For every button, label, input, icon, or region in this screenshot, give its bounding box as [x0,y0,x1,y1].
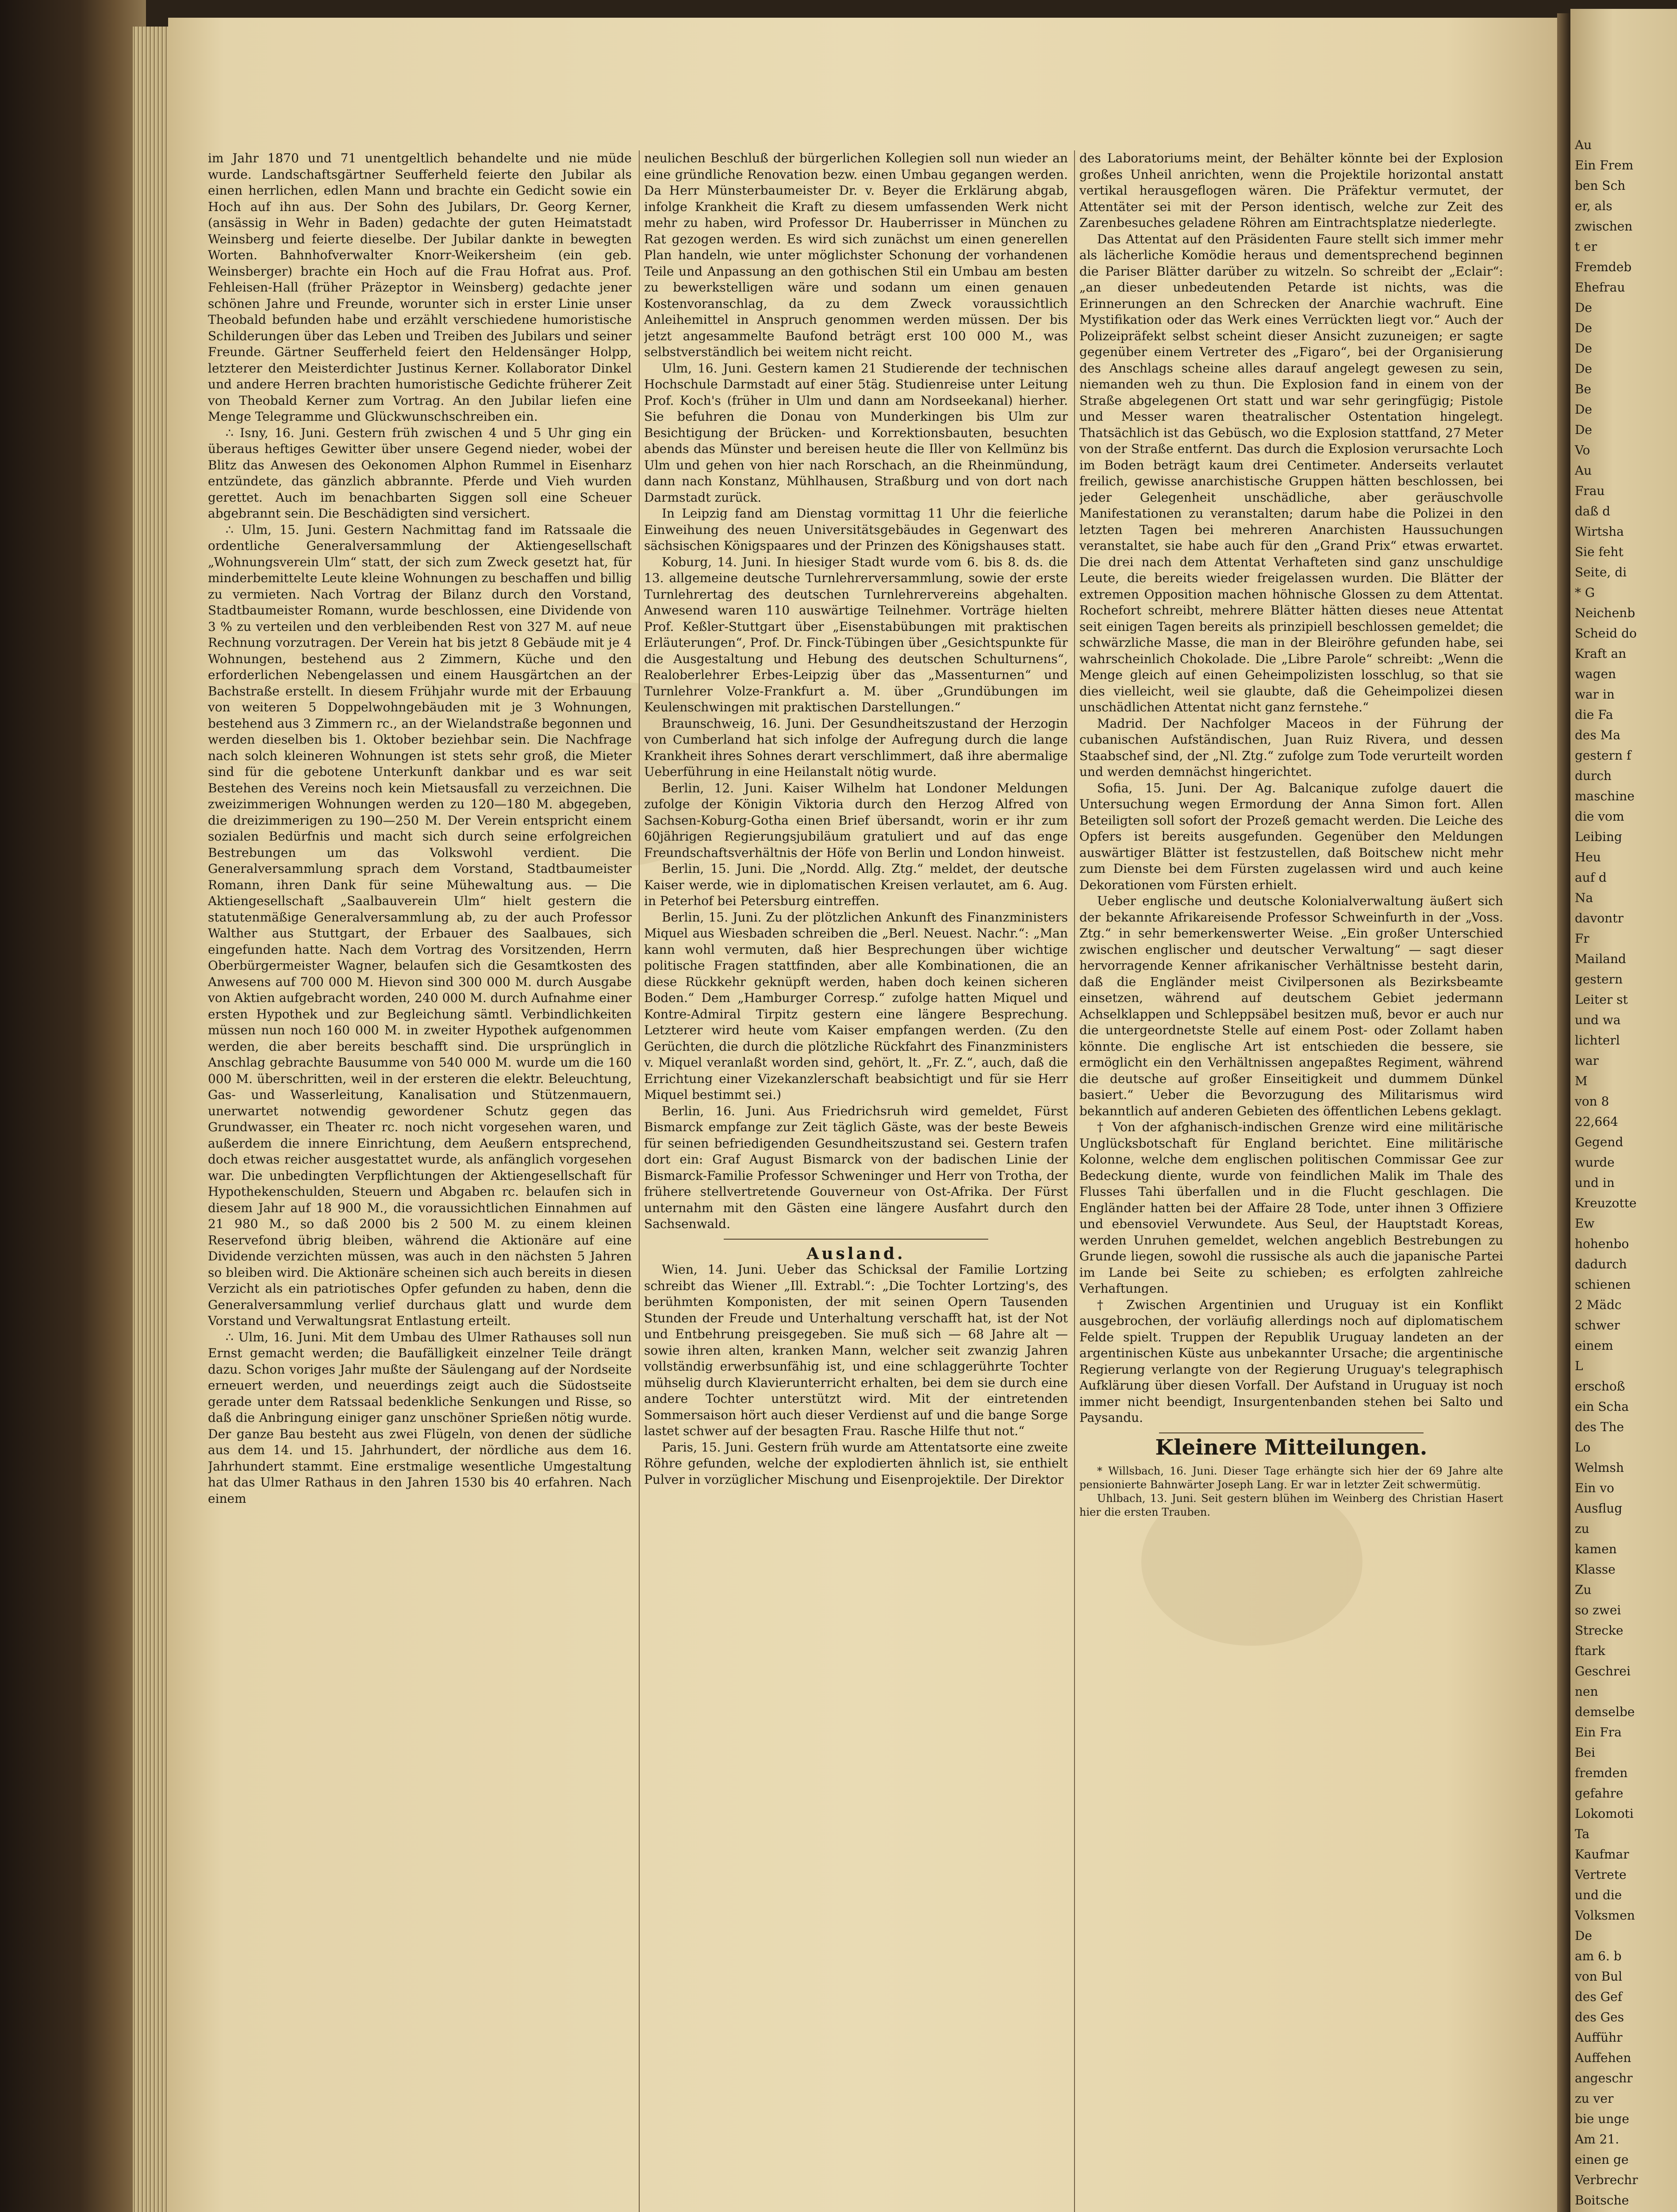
facing-page-text-fragment: De [1575,1928,1593,1943]
column-3 [1079,150,1503,2212]
facing-page-text-fragment: Bei [1575,1745,1596,1760]
article-paragraph: ∴ Isny, 16. Juni. Gestern früh zwischen 4 und 5 Uhr ging ein überaus heftiges Gewitter über unsere Gegend nieder, wobei der Blitz das Anwesen des Oekonomen Alphon Rummel in Eisenharz entzündete, das gänzlich abbrannte. Pferde und Vieh wurden gerettet. Auch im benachbarten Siggen soll eine Scheuer abgebrannt sein. Die Beschädigten sind versichert. [208,425,632,521]
facing-page-text-fragment: maschine [1575,789,1635,803]
facing-page-text-fragment: Fr [1575,931,1589,946]
article-paragraph: Berlin, 15. Juni. Zu der plötzlichen Ankunft des Finanzministers Miquel aus Wiesbaden schreiben die „Berl. Neuest. Nachr.“: „Man kann wohl vermuten, daß hier Besprechungen über wichtige politische Fragen stattfinden, aber alle Kombinationen, die an diese Rückkehr geknüpft werden, haben doch keinen sicheren Boden.“ Dem „Hamburger Corresp.“ zufolge hatten Miquel und Kontre-Admiral Tirpitz gestern eine längere Besprechung. Letzterer wird heute vom Kaiser empfangen werden. (Zu den Gerüchten, die durch die plötzliche Rückfahrt des Finanzministers v. Miquel veranlaßt worden sind, gehört, lt. „Fr. Z.“, auch, daß die Errichtung einer Vizekanzlerschaft beabsichtigt und für sie Herr Miquel bestimmt sei.) [644,910,1068,1102]
article-paragraph: Paris, 15. Juni. Gestern früh wurde am Attentatsorte eine zweite Röhre gefunden, welche der explodierten ähnlich ist, sie enthielt Pulver in vorzüglicher Mischung und Eisenprojektile. Der Direktor [644,1440,1068,1487]
article-paragraph: ∴ Ulm, 15. Juni. Gestern Nachmittag fand im Ratssaale die ordentliche Generalversammlung der Aktiengesellschaft „Wohnungsverein Ulm“ statt, der sich zum Zweck gesetzt hat, für minderbemittelte Leute kleine Wohnungen zu beschaffen und billig zu vermieten. Nach Vortrag der Bilanz durch den Vorstand, Stadtbaumeister Romann, wurde beschlossen, eine Dividende von 3 % zu verteilen und den verbleibenden Rest von 327 M. auf neue Rechnung vorzutragen. Der Verein hat bis jetzt 8 Gebäude mit je 4 Wohnungen, bestehend aus 2 Zimmern, Küche und den erforderlichen Nebengelassen und einem Hausgärtchen an der Bachstraße erstellt. In diesem Frühjahr wurde mit der Erbauung von weiteren 5 Doppelwohngebäuden mit je 3 Wohnungen, bestehend aus 3 Zimmern rc., an der Wielandstraße begonnen und werden dieselben bis 1. Oktober beziehbar sein. Die Nachfrage nach solch kleineren Wohnungen ist stets sehr groß, die Mieter sind für die gebotene Unterkunft dankbar und es war seit Bestehen des Vereins noch kein Mietsausfall zu verzeichnen. Die zweizimmerigen Wohnungen werden zu 120—180 M. abgegeben, die dreizimmerigen zu 190—250 M. Der Verein entspricht einem sozialen Bedürfnis und macht sich durch seine erfolgreichen Bestrebungen um das Volkswohl verdient. Die Generalversammlung sprach dem Vorstand, Stadtbaumeister Romann, ihren Dank für seine Mühewaltung aus. — Die Aktiengesellschaft „Saalbauverein Ulm“ hielt gestern die statutenmäßige Generalversammlung ab, zu der auch Professor Walther aus Stuttgart, der Erbauer des Saalbaues, sich eingefunden hatte. Nach dem Vortrag des Vorsitzenden, Herrn Oberbürgermeister Wagner, belaufen sich die Gesamtkosten des Anwesens auf 700 000 M. Hievon sind 300 000 M. durch Ausgabe von Aktien aufgebracht worden, 240 000 M. durch Aufnahme einer ersten Hypothek und zur Begleichung sämtl. Verbindlichkeiten müssen nun noch 160 000 M. in zweiter Hypothek aufgenommen werden, die aber bereits beschafft sind. Die ursprünglich in Anschlag gebrachte Bausumme von 540 000 M. wurde um die 160 000 M. überschritten, weil in der ersteren die elektr. Beleuchtung, Gas- und Wasserleitung, Kanalisation und Stützenmauern, unerwartet notwendig gewordener Schutz gegen das Grundwasser, ein Theater rc. noch nicht vorgesehen waren, und außerdem die innere Einrichtung, dem Aeußern entsprechend, doch etwas reicher ausgestattet wurde, als anfänglich vorgesehen war. Die unbedingten Verpflichtungen der Aktiengesellschaft für Hypothekenschulden, Steuern und Abgaben rc. belaufen sich in diesem Jahr auf 18 900 M., die voraussichtlichen Einnahmen auf 21 980 M., so daß 2000 bis 2 500 M. zu einem kleinen Reservefond übrig bleiben, während die Aktionäre auf eine Dividende verzichten müssen, was auch in den nächsten 5 Jahren so bleiben wird. Die Aktionäre scheinen sich auch bereits in diesen Verzicht als ein patriotisches Opfer gefunden zu haben, denn die Generalversammlung verlief durchaus glatt und wurde dem Vorstand und Verwaltungsrat Entlastung erteilt. [208,522,632,1328]
page-stack-edge [133,27,173,2212]
section-divider [724,1239,988,1240]
facing-page-text-fragment: wagen [1575,667,1616,681]
facing-page-text-fragment: hohenbo [1575,1237,1629,1251]
facing-page-text-fragment: daß d [1575,504,1611,518]
facing-page-text-fragment: Au [1575,463,1592,478]
section-divider [1159,1432,1424,1433]
facing-page-text-fragment: gestern [1575,972,1623,987]
facing-page-text-fragment: nen [1575,1684,1598,1699]
article-paragraph: Das Attentat auf den Präsidenten Faure stellt sich immer mehr als lächerliche Komödie heraus und dementsprechend beginnen die Pariser Blätter darüber zu witzeln. So schreibt der „Eclair“: „an dieser unbedeutenden Petarde ist nichts, was die Erinnerungen an den Schrecken der Anarchie wachruft. Eine Mystifikation oder das Werk eines Verrückten liegt vor.“ Auch der Polizeipräfekt selbst scheint dieser Ansicht zuzuneigen; er sagte gegenüber einem Vertreter des „Figaro“, bei der Organisierung des Anschlags scheine alles darauf angelegt gewesen zu sein, niemanden weh zu thun. Die Explosion fand in einem von der Straße abgelegenen Ort statt und war sehr geringfügig; Pistole und Messer waren theatralischer Ostentation hingelegt. Thatsächlich ist das Gebüsch, wo die Explosion stattfand, 27 Meter von der Straße entfernt. Das durch die Explosion verursachte Loch im Boden beträgt kaum drei Centimeter. Anderseits verlautet freilich, gewisse anarchistische Gruppen hätten beschlossen, bei jeder Gelegenheit unschädliche, aber geräuschvolle Manifestationen zu veranstalten; darum habe die Polizei in den letzten Tagen bei mehreren Anarchisten Haussuchungen veranstaltet, sie habe auch für den „Grand Prix“ etwas erwartet. Die drei nach dem Attentat Verhafteten sind ganz unschuldige Leute, die bereits wieder freigelassen wurden. Die Blätter der extremen Opposition machen höhnische Glossen zu dem Attentat. Rochefort schreibt, mehrere Blätter hätten dieses neue Attentat seit einigen Tagen bereits als prinzipiell beschlossen gemeldet; die schwärzliche Masse, die man in der Bleiröhre gefunden habe, sei wahrscheinlich Chokolade. Die „Libre Parole“ schreibt: „Wenn die Menge gleich auf einen Geheimpolizisten losschlug, so that sie dies vielleicht, weil sie glaubte, daß die Geheimpolizei diesen unschädlichen Attentat nicht ganz fernstehe.“ [1079,231,1503,714]
facing-page-text-fragment: fremden [1575,1766,1628,1780]
facing-page-text-fragment: wurde [1575,1155,1615,1170]
facing-page-text-fragment: die vom [1575,809,1624,824]
facing-page-text-fragment: kamen [1575,1542,1617,1556]
facing-page-text-fragment: am 6. b [1575,1949,1622,1963]
facing-page-text-fragment: M [1575,1074,1588,1088]
facing-page-text-fragment: Am 21. [1575,2132,1619,2147]
facing-page-text-fragment: Boitsche [1575,2193,1629,2208]
facing-page-text-fragment: Zu [1575,1582,1592,1597]
facing-page-text-fragment: zwischen [1575,219,1633,234]
facing-page-text-fragment: De [1575,300,1593,315]
facing-page-text-fragment: des Ges [1575,2010,1624,2024]
facing-page-text-fragment: und wa [1575,1013,1621,1027]
facing-page-text-fragment: 2 Mädc [1575,1298,1622,1312]
facing-page-text-fragment: Neichenb [1575,606,1635,620]
facing-page-text-fragment: bie unge [1575,2112,1629,2126]
facing-page-text-fragment: auf d [1575,870,1607,885]
facing-page-text-fragment: von Bul [1575,1969,1623,1984]
article-paragraph: † Von der afghanisch-indischen Grenze wird eine militärische Unglücksbotschaft für England berichtet. Eine militärische Kolonne, welche dem englischen politischen Commissar Gee zur Bedeckung diente, wurde von feindlichen Malik im Thale des Flusses Tahi überfallen und in die Flucht geschlagen. Die Engländer hatten bei der Affaire 28 Tode, unter ihnen 3 Offiziere und ebensoviel Verwundete. Aus Seul, der Hauptstadt Koreas, werden Unruhen gemeldet, welchen angeblich Bestrebungen zu Grunde liegen, sowohl die russische als auch die japanische Partei im Lande bei Seite zu schieben; es erfolgten zahlreiche Verhaftungen. [1079,1120,1503,1296]
facing-page-text-fragment: * G [1575,585,1595,600]
facing-page-text-fragment: war in [1575,687,1615,702]
facing-page-text-fragment: zu ver [1575,2091,1614,2106]
article-paragraph: In Leipzig fand am Dienstag vormittag 11 Uhr die feierliche Einweihung des neuen Universitätsgebäudes in Gegenwart des sächsischen Königspaares und der Prinzen des Königshauses statt. [644,506,1068,553]
facing-page-text-fragment: Lo [1575,1440,1591,1455]
article-paragraph: ∴ Ulm, 16. Juni. Mit dem Umbau des Ulmer Rathauses soll nun Ernst gemacht werden; die Baufälligkeit einzelner Teile drängt dazu. Schon voriges Jahr mußte der Säulengang auf der Nordseite erneuert werden, und neuerdings zeigt auch die Südostseite gerade unter dem Ratssaal bedenkliche Senkungen und Risse, so daß die Anbringung einiger ganz unschöner Sprießen nötig wurde. Der ganze Bau besteht aus zwei Flügeln, von denen der südliche aus dem 14. und 15. Jahrhundert, der nördliche aus dem 16. Jahrhundert stammt. Eine erstmalige wesentliche Umgestaltung hat das Ulmer Rathaus in den Jahren 1530 bis 40 erfahren. Nach einem [208,1329,632,1506]
facing-page-text-fragment: Ehefrau [1575,280,1625,295]
facing-page-text-fragment: durch [1575,768,1612,783]
column-rule-2 [1074,150,1075,2212]
facing-page-text-fragment: Ein Fra [1575,1725,1622,1740]
book-gutter [1557,13,1570,2212]
facing-page-text-fragment: einem [1575,1338,1613,1353]
facing-page-text-fragment: gestern f [1575,748,1631,763]
facing-page-text-fragment: Vo [1575,443,1590,457]
facing-page-text-fragment: Leibing [1575,830,1622,844]
facing-page-text-fragment: erschoß [1575,1379,1625,1394]
facing-page-text-fragment: Ein vo [1575,1481,1615,1495]
facing-page-text-fragment: schienen [1575,1277,1631,1292]
facing-page-text-fragment: schwer [1575,1318,1620,1333]
facing-page-text-fragment: Kraft an [1575,646,1627,661]
article-paragraph: Ulm, 16. Juni. Gestern kamen 21 Studierende der technischen Hochschule Darmstadt auf einer 5täg. Studienreise unter Leitung Prof. Koch's (früher in Ulm und dann am Nordseekanal) hierher. Sie befuhren die Donau von Munderkingen bis Ulm zur Besichtigung der Brücken- und Korrektionsbauten, besuchten abends das Münster und bereisen heute die Iller von Kellmünz bis Ulm und gehen von hier nach Rorschach, an die Rheinmündung, dann nach Konstanz, Mühlhausen, Straßburg und von dort nach Darmstadt zurück. [644,361,1068,505]
facing-page-text-fragment: lichterl [1575,1033,1620,1048]
facing-page-text-fragment: Leiter st [1575,992,1628,1007]
section-heading-ausland: Ausland. [806,1244,906,1263]
article-paragraph: † Zwischen Argentinien und Uruguay ist ein Konflikt ausgebrochen, der vorläufig allerdings noch auf diplomatischem Felde spielt. Truppen der Republik Uruguay landeten an der argentinischen Küste aus unbekannter Ursache; die argentinische Regierung verlangte von der Regierung Uruguay's telegraphisch Aufklärung über diesen Vorfall. Der Aufstand in Uruguay ist noch immer nicht beendigt, Insurgentenbanden stehen bei Salto und Paysandu. [1079,1297,1503,1425]
column-1 [208,150,632,2212]
article-paragraph: Uhlbach, 13. Juni. Seit gestern blühen im Weinberg des Christian Hasert hier die ersten Trauben. [1079,1492,1503,1518]
facing-page-text-fragment: Ew [1575,1216,1595,1231]
facing-page-text-fragment: ftark [1575,1644,1605,1658]
facing-page-text-fragment: demselbe [1575,1705,1635,1719]
article-paragraph: Berlin, 12. Juni. Kaiser Wilhelm hat Londoner Meldungen zufolge der Königin Viktoria durch den Herzog Alfred von Sachsen-Koburg-Gotha einen Brief übersandt, worin er ihr zum 60jährigen Regierungsjubiläum gratuliert und auf das enge Freundschaftsverhältnis der Höfe von Berlin und London hinweist. [644,780,1068,860]
article-paragraph: Madrid. Der Nachfolger Maceos in der Führung der cubanischen Aufständischen, Juan Ruiz Rivera, und dessen Staabschef sind, der „Nl. Ztg.“ zufolge zum Tode verurteilt worden und werden demnächst hingerichtet. [1079,716,1503,779]
facing-page-text-fragment: gefahre [1575,1786,1623,1801]
facing-page-text-fragment: Strecke [1575,1623,1623,1638]
facing-page-text-fragment: Au [1575,138,1592,152]
facing-page-text-fragment: Ein Frem [1575,158,1634,173]
facing-page-text-fragment: De [1575,402,1593,417]
article-paragraph: Koburg, 14. Juni. In hiesiger Stadt wurde vom 6. bis 8. ds. die 13. allgemeine deutsche Turnlehrerversammlung, sowie der erste Turnlehrertag des deutschen Turnlehrervereins abgehalten. Anwesend waren 110 auswärtige Teilnehmer. Vorträge hielten Prof. Keßler-Stuttgart über „Eisenstabübungen mit praktischen Erläuterungen“, Prof. Dr. Finck-Tübingen über „Gesichtspunkte für die Ausgestaltung und Hebung des deutschen Schulturnens“, Realoberlehrer Erbes-Leipzig über das „Massenturnen“ und Turnlehrer Volze-Frankfurt a. M. über „Grundübungen im Keulenschwingen mit praktischen Darstellungen.“ [644,554,1068,714]
facing-page-text-fragment: ein Scha [1575,1399,1629,1414]
article-paragraph: im Jahr 1870 und 71 unentgeltlich behandelte und nie müde wurde. Landschaftsgärtner Seufferheld feierte den Jubilar als einen herrlichen, edlen Mann und brachte ein Gedicht sowie ein Hoch auf ihn aus. Der Sohn des Jubilars, Dr. Georg Kerner, (ansässig in Wehr in Baden) gedachte der guten Heimatstadt Weinsberg und feierte dieselbe. Der Jubilar dankte in bewegten Worten. Bahnhofverwalter Knorr-Weikersheim (ein geb. Weinsberger) brachte ein Hoch auf die Frau Hofrat aus. Prof. Fehleisen-Hall (früher Präzeptor in Weinsberg) gedachte jener schönen Jahre und Freunde, worunter sich in erster Linie unser Theobald befunden habe und erzählt verschiedene humoristische Schilderungen über das Leben und Treiben des Jubilars und seiner Freunde. Gärtner Seufferheld feiert den Heldensänger Holpp, letzterer den Meisterdichter Justinus Kerner. Kollaborator Dinkel und andere Herren brachten humoristische Gedichte früherer Zeit von Theobald Kerner zum Vortrag. An den Jubilar liefen eine Menge Telegramme und Glückwunschschreiben ein. [208,151,632,424]
facing-page-text-fragment: einen ge [1575,2152,1629,2167]
article-paragraph: Braunschweig, 16. Juni. Der Gesundheitszustand der Herzogin von Cumberland hat sich infolge der Aufregung durch die lange Krankheit ihres Sohnes derart verschlimmert, daß ihre abermalige Ueberführung in eine Heilanstalt nötig wurde. [644,716,1068,779]
facing-page-text-fragment: die Fa [1575,707,1613,722]
facing-page-text-fragment: De [1575,361,1593,376]
facing-page-text-fragment: Welmsh [1575,1460,1624,1475]
article-paragraph: Ueber englische und deutsche Kolonialverwaltung äußert sich der bekannte Afrikareisende Professor Schweinfurth in der „Voss. Ztg.“ in sehr bemerkenswerter Weise. „Ein großer Unterschied zwischen englischer und deutscher Verwaltung“ — sagt dieser hervorragende Kenner afrikanischer Verhältnisse besteht darin, daß die Engländer meist Civilpersonen als Bezirksbeamte einsetzen, während auf deutschem Gebiet jedermann Achselklappen und Schleppsäbel besitzen muß, bevor er auch nur die untergeordnetste Stelle auf einem Post- oder Zollamt haben könnte. Die englische Art ist entschieden die bessere, sie ermöglicht ein den Verhältnissen angepaßtes Regiment, während die deutsche auf großer Einseitigkeit und dummem Dünkel basiert.“ Ueber die Bevorzugung des Militarismus wird bekanntlich auf anderen Gebieten des öffentlichen Lebens geklagt. [1079,894,1503,1118]
facing-page-text-fragment: Seite, di [1575,565,1627,580]
column-rule-1 [639,150,640,2212]
facing-page-text-fragment: und die [1575,1888,1622,1902]
facing-page-text-fragment: De [1575,422,1593,437]
facing-page-text-fragment: Be [1575,382,1592,396]
facing-page-text-fragment: ben Sch [1575,178,1626,193]
facing-page-text-fragment: De [1575,321,1593,335]
facing-page-text-fragment: angeschr [1575,2071,1633,2085]
article-paragraph: Berlin, 16. Juni. Aus Friedrichsruh wird gemeldet, Fürst Bismarck empfange zur Zeit täglich Gäste, was der beste Beweis für seinen befriedigenden Gesundheitszustand sei. Gestern trafen dort ein: Graf August Bismarck von der badischen Linie der Bismarck-Familie Professor Schweninger und Herr von Trotha, der frühere stellvertretende Gouverneur von Ost-Afrika. Der Fürst unternahm mit den Gästen eine längere Ausfahrt durch den Sachsenwald. [644,1103,1068,1231]
facing-page-text-fragment: Heu [1575,850,1601,864]
article-paragraph: Wien, 14. Juni. Ueber das Schicksal der Familie Lortzing schreibt das Wiener „Ill. Extrabl.“: „Die Tochter Lortzing's, des berühmten Komponisten, der mit seinen Opern Tausenden Stunden der Freude und Unterhaltung verschafft hat, ist der Not und Entbehrung preisgegeben. Sie muß sich — 68 Jahre alt — sowie ihren alten, kranken Mann, welcher seit zwanzig Jahren vollständig erwerbsunfähig ist, und eine schlaggerührte Tochter mühselig durch Klavierunterricht erhalten, bei dem sie durch eine andere Tochter unterstützt wird. Mit der eintretenden Sommersaison hört auch dieser Verdienst auf und die bange Sorge lastet schwer auf der besagten Frau. Rasche Hilfe thut not.“ [644,1262,1068,1438]
facing-page-text-fragment: dadurch [1575,1257,1627,1271]
article-paragraph: des Laboratoriums meint, der Behälter könnte bei der Explosion großes Unheil anrichten, wenn die Projektile horizontal anstatt vertikal herausgeflogen wären. Die Präfektur vermutet, der Attentäter sei mit der Person identisch, welche zur Zeit des Zarenbesuches geladene Röhren am Eintrachtsplatze niederlegte. [1079,151,1503,230]
facing-page-text-fragment: des Ma [1575,728,1621,742]
article-paragraph: * Willsbach, 16. Juni. Dieser Tage erhängte sich hier der 69 Jahre alte pensionierte Bahnwärter Joseph Lang. Er war in letzter Zeit schwermütig. [1079,1465,1503,1491]
facing-page-text-fragment: L [1575,1359,1583,1373]
facing-page-text-fragment: 22,664 [1575,1114,1618,1129]
facing-page-text-fragment: Kreuzotte [1575,1196,1637,1210]
facing-page-text-fragment: war [1575,1053,1599,1068]
facing-page-text-fragment: De [1575,341,1593,356]
facing-page-text-fragment: Ta [1575,1827,1590,1841]
facing-page-text-fragment: Geschrei [1575,1664,1631,1678]
facing-page-text-fragment: Mailand [1575,952,1626,966]
facing-page-text-fragment: davontr [1575,911,1623,926]
facing-page-text-fragment: Sie feht [1575,545,1623,559]
article-paragraph: Sofia, 15. Juni. Der Ag. Balcanique zufolge dauert die Untersuchung wegen Ermordung der Anna Simon fort. Allen Beteiligten soll sofort der Prozeß gemacht werden. Die Leiche des Opfers ist bereits ausgefunden. Gegenüber den Meldungen auswärtiger Blätter ist festzustellen, daß Boitschew nicht mehr zum Dienste bei dem Fürsten zugelassen wird und auch keine Dekorationen vom Fürsten erhielt. [1079,780,1503,892]
facing-page-text-fragment: Ausflug [1575,1501,1623,1516]
facing-page-text-fragment: Klasse [1575,1562,1616,1577]
facing-page-text-fragment: zu [1575,1521,1589,1536]
facing-page-text-fragment: er, als [1575,199,1612,213]
facing-page-edge [1570,9,1677,2212]
article-paragraph: neulichen Beschluß der bürgerlichen Kollegien soll nun wieder an eine gründliche Renovation bezw. einen Umbau gegangen werden. Da Herr Münsterbaumeister Dr. v. Beyer die Erklärung abgab, infolge Krankheit die Kraft zu diesem umfassenden Werk nicht mehr zu haben, wird Professor Dr. Hauberrisser in München zu Rat gezogen werden. Es wird sich zunächst um einen generellen Plan handeln, wie unter möglichster Schonung der vorhandenen Teile und Anpassung an den gothischen Stil ein Umbau am besten zu bewerkstelligen wäre und sodann um einen genauen Kostenvoranschlag, da zu dem Zweck voraussichtlich Anleihemittel in Anspruch genommen werden müssen. Der bis jetzt angesammelte Baufond beträgt erst 100 000 M., was selbstverständlich bei weitem nicht reicht. [644,151,1068,359]
facing-page-text-fragment: Lokomoti [1575,1806,1634,1821]
facing-page-text-fragment: Scheid do [1575,626,1637,641]
facing-page-text-fragment: von 8 [1575,1094,1609,1109]
facing-page-text-fragment: Vertrete [1575,1867,1627,1882]
facing-page-text-fragment: so zwei [1575,1603,1621,1617]
facing-page-text-fragment: Wirtsha [1575,524,1624,539]
facing-page-text-fragment: des The [1575,1420,1624,1434]
facing-page-text-fragment: des Gef [1575,1989,1623,2004]
facing-page-text-fragment: Na [1575,891,1593,905]
newspaper-page [168,18,1557,2212]
book-binding [0,0,146,2212]
facing-page-text-fragment: Gegend [1575,1135,1623,1149]
facing-page-text-fragment: t er [1575,239,1597,254]
facing-page-text-fragment: Volksmen [1575,1908,1635,1923]
facing-page-text-fragment: Fremdeb [1575,260,1632,274]
facing-page-text-fragment: Aufführ [1575,2030,1623,2045]
column-2 [644,150,1068,2212]
facing-page-text-fragment: Kaufmar [1575,1847,1629,1862]
facing-page-text-fragment: und in [1575,1175,1615,1190]
article-paragraph: Berlin, 15. Juni. Die „Nordd. Allg. Ztg.“ meldet, der deutsche Kaiser werde, wie in diplomatischen Kreisen verlautet, am 6. Aug. in Peterhof bei Petersburg eintreffen. [644,861,1068,908]
facing-page-text-fragment: Auffehen [1575,2051,1631,2065]
facing-page-text-fragment: Frau [1575,484,1605,498]
facing-page-text-fragment: Verbrechr [1575,2173,1638,2187]
section-heading-kleinere-mitteilungen: Kleinere Mitteilungen. [1155,1435,1428,1460]
